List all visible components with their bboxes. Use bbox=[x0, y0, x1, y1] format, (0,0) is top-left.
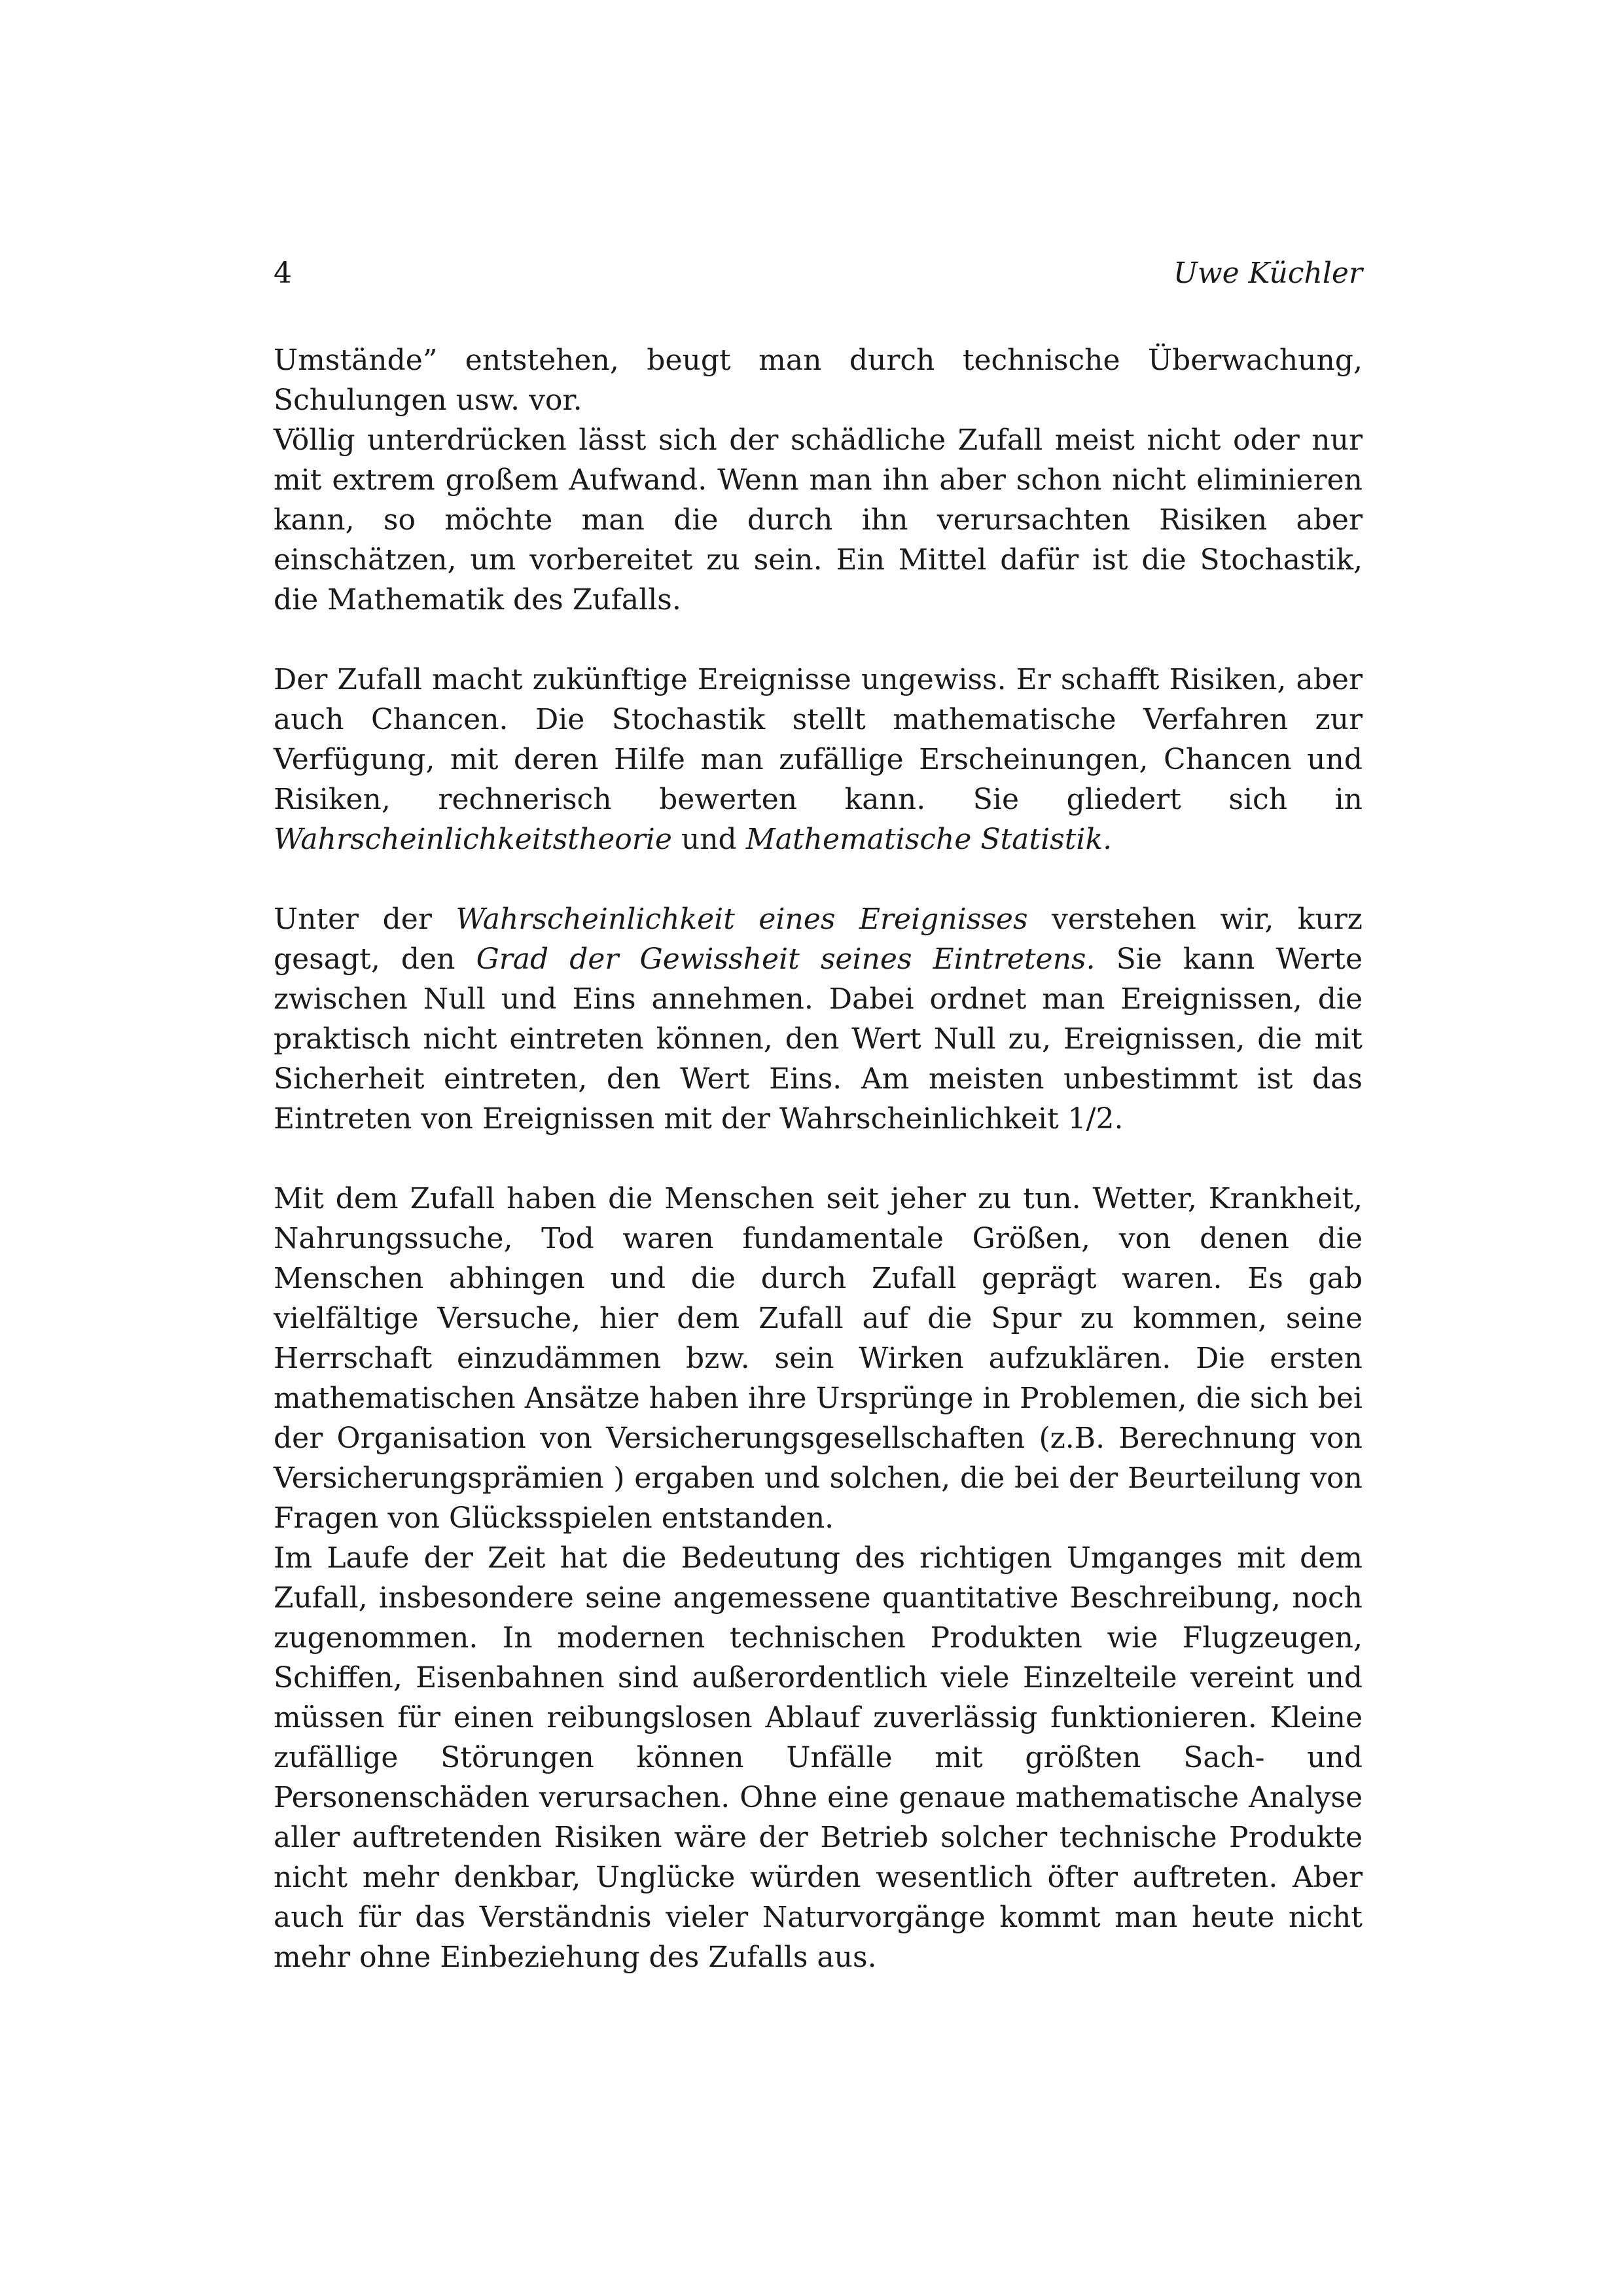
paragraph-4 bbox=[274, 899, 1363, 1139]
running-header bbox=[274, 254, 1363, 293]
term-wahrscheinlichkeit: Wahrscheinlichkeit eines Ereignisses bbox=[455, 903, 1028, 936]
paragraph-3-text-a: Der Zufall macht zukünftige Ereignisse ungewiss. Er schafft Risiken, aber auch Chancen. Die Stochastik stellt mathematische Verfahren zur Verfügung, mit deren Hilfe man zufällige Erscheinungen, Chancen und Risiken, rechnerisch bewerten kann. Sie gliedert sich in bbox=[274, 663, 1363, 816]
term-wahrscheinlichkeitstheorie: Wahrscheinlichkeitstheorie bbox=[274, 823, 672, 856]
term-grad-der-gewissheit: Grad der Gewissheit seines Eintretens. bbox=[476, 942, 1096, 976]
term-mathematische-statistik: Mathematische Statistik. bbox=[745, 823, 1113, 856]
paragraph-1: Umstände” entstehen, beugt man durch technische Überwachung, Schulungen usw. vor. bbox=[274, 344, 1363, 417]
paragraph-4-text-c: Sie kann Werte zwischen Null und Eins annehmen. Dabei ordnet man Ereignissen, die praktisch nicht eintreten können, den Wert Null zu, Ereignissen, die mit Sicherheit eintreten, den Wert Eins. Am meisten unbestimmt ist das Eintreten von Ereignissen mit der Wahrscheinlichkeit 1/2. bbox=[274, 942, 1363, 1136]
running-author: Uwe Küchler bbox=[1173, 257, 1363, 290]
paragraph-3-text-b: und bbox=[671, 823, 746, 856]
paragraph-4-text-b: verstehen wir, kurz gesagt, den bbox=[274, 903, 1363, 976]
body-text bbox=[274, 340, 1363, 1977]
paragraph-3 bbox=[274, 660, 1363, 859]
page-number: 4 bbox=[274, 257, 292, 290]
paragraph-5: Mit dem Zufall haben die Menschen seit jeher zu tun. Wetter, Krankheit, Nahrungssuche, Tod waren fundamentale Größen, von denen die Menschen abhingen und die durch Zufall geprägt waren. Es gab vielfältige Versuche, hier dem Zufall auf die Spur zu kommen, seine Herrschaft einzudämmen bzw. sein Wirken aufzuklären. Die ersten mathematischen Ansätze haben ihre Ursprünge in Problemen, die sich bei der Organisation von Versicherungsgesellschaften (z.B. Berechnung von Versicherungsprämien ) ergaben und solchen, die bei der Beurteilung von Fragen von Glücksspielen entstanden. bbox=[274, 1182, 1363, 1535]
paragraph-6: Im Laufe der Zeit hat die Bedeutung des richtigen Umganges mit dem Zufall, insbesondere seine angemessene quantitative Beschreibung, noch zugenommen. In modernen technischen Produkten wie Flugzeugen, Schiffen, Eisenbahnen sind außerordentlich viele Einzelteile vereint und müssen für einen reibungslosen Ablauf zuverlässig funktionieren. Kleine zufällige Störungen können Unfälle mit größten Sach- und Personenschäden verursachen. Ohne eine genaue mathematische Analyse aller auftretenden Risiken wäre der Betrieb solcher technische Produkte nicht mehr denkbar, Unglücke würden wesentlich öfter auftreten. Aber auch für das Verständnis vieler Naturvorgänge kommt man heute nicht mehr ohne Einbeziehung des Zufalls aus. bbox=[274, 1541, 1363, 1974]
paragraph-4-text-a: Unter der bbox=[274, 903, 456, 936]
paragraph-2: Völlig unterdrücken lässt sich der schädliche Zufall meist nicht oder nur mit extrem großem Aufwand. Wenn man ihn aber schon nicht eliminieren kann, so möchte man die durch ihn verursachten Risiken aber einschätzen, um vorbereitet zu sein. Ein Mittel dafür ist die Stochastik, die Mathematik des Zufalls. bbox=[274, 423, 1363, 617]
